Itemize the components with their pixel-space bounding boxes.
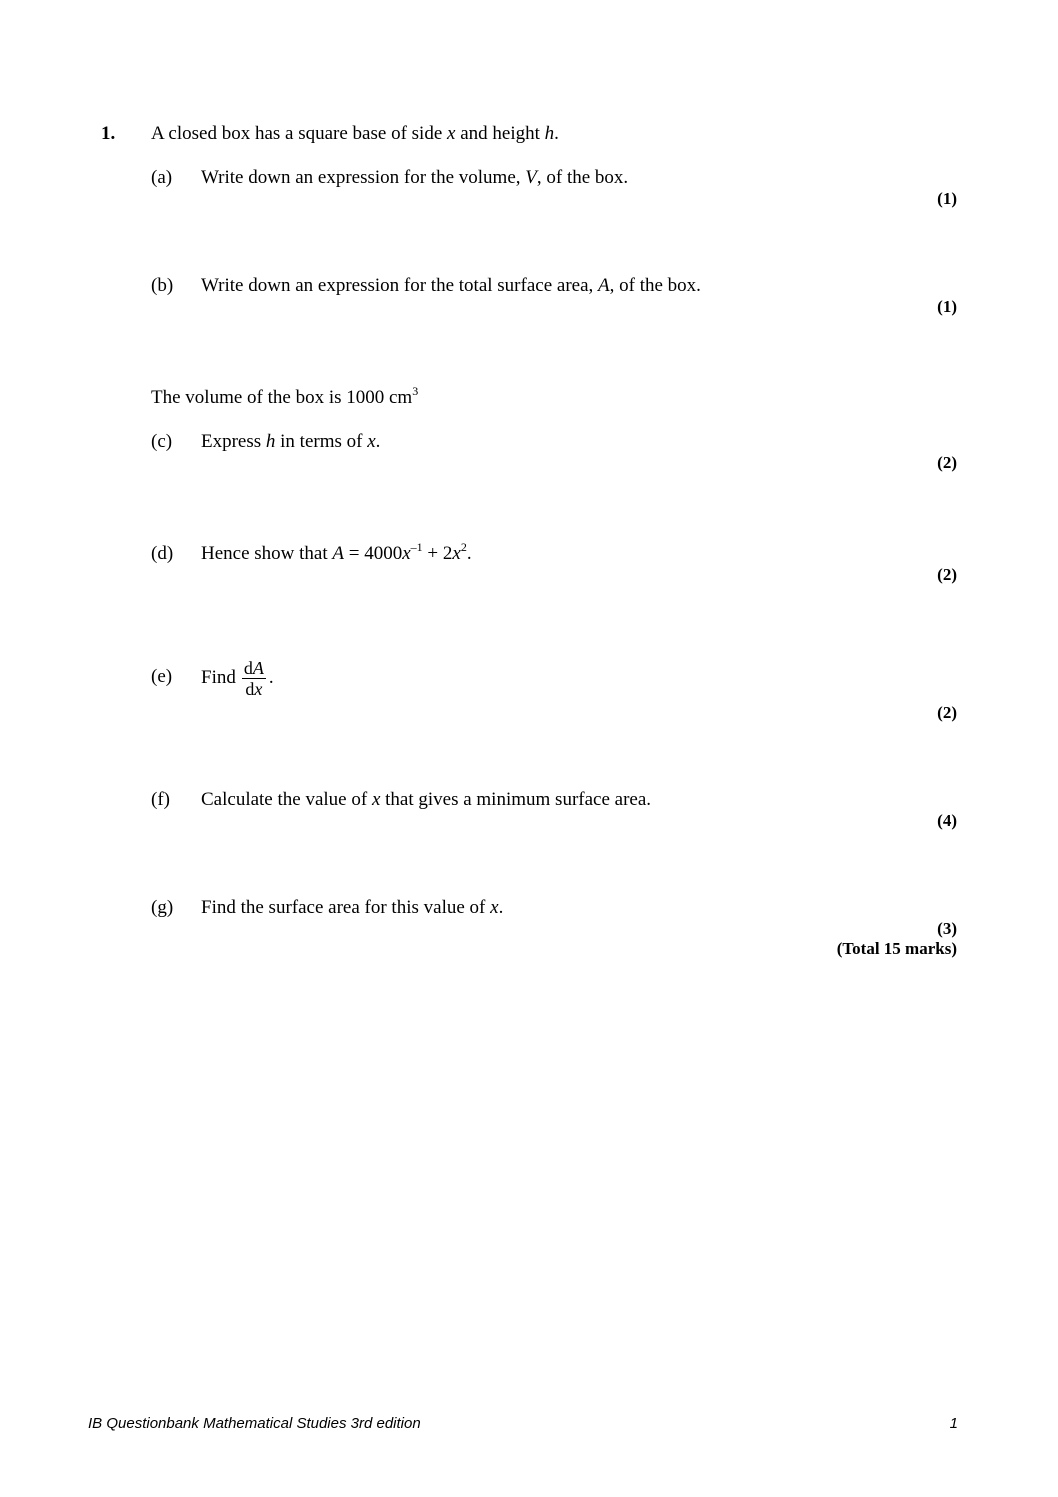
part-g-text: Find the surface area for this value of x.	[201, 897, 504, 918]
part-d-label: (d)	[151, 543, 174, 564]
part-e-label: (e)	[151, 666, 173, 687]
question-number: 1.	[101, 123, 116, 144]
part-d-marks: (2)	[937, 565, 957, 584]
part-b-text: Write down an expression for the total surface area, A, of the box.	[201, 275, 701, 296]
part-c-label: (c)	[151, 431, 173, 452]
part-a-text: Write down an expression for the volume, V, of the box.	[201, 167, 629, 188]
volume-statement: The volume of the box is 1000 $cm^3$	[151, 383, 419, 408]
part-d-text: Hence show that $A = 4000x^{-1} + 2x^2$.	[201, 539, 472, 564]
part-b-marks: (1)	[937, 297, 957, 316]
part-c-marks: (2)	[937, 453, 957, 472]
part-g-label: (g)	[151, 897, 174, 918]
part-e-marks: (2)	[937, 703, 957, 722]
page-number: 1	[949, 1415, 958, 1432]
part-e-text: Find $\frac{dA}{dx}$ .	[201, 658, 274, 700]
part-b-label: (b)	[151, 275, 174, 296]
total-marks: (Total 15 marks)	[836, 939, 957, 958]
derivative-fraction: $\frac{dA}{dx}$	[243, 658, 264, 700]
part-a-marks: (1)	[937, 189, 957, 208]
part-f-marks: (4)	[937, 811, 957, 830]
part-f-label: (f)	[151, 789, 170, 810]
footer-source: IB Questionbank Mathematical Studies 3rd edition	[88, 1415, 421, 1432]
part-c-text: Express h in terms of x.	[201, 431, 381, 452]
question-intro: A closed box has a square base of side x and height h.	[151, 123, 559, 144]
part-f-text: Calculate the value of x that gives a minimum surface area.	[201, 789, 652, 810]
part-g-marks: (3)	[937, 919, 957, 938]
part-a-label: (a)	[151, 167, 173, 188]
